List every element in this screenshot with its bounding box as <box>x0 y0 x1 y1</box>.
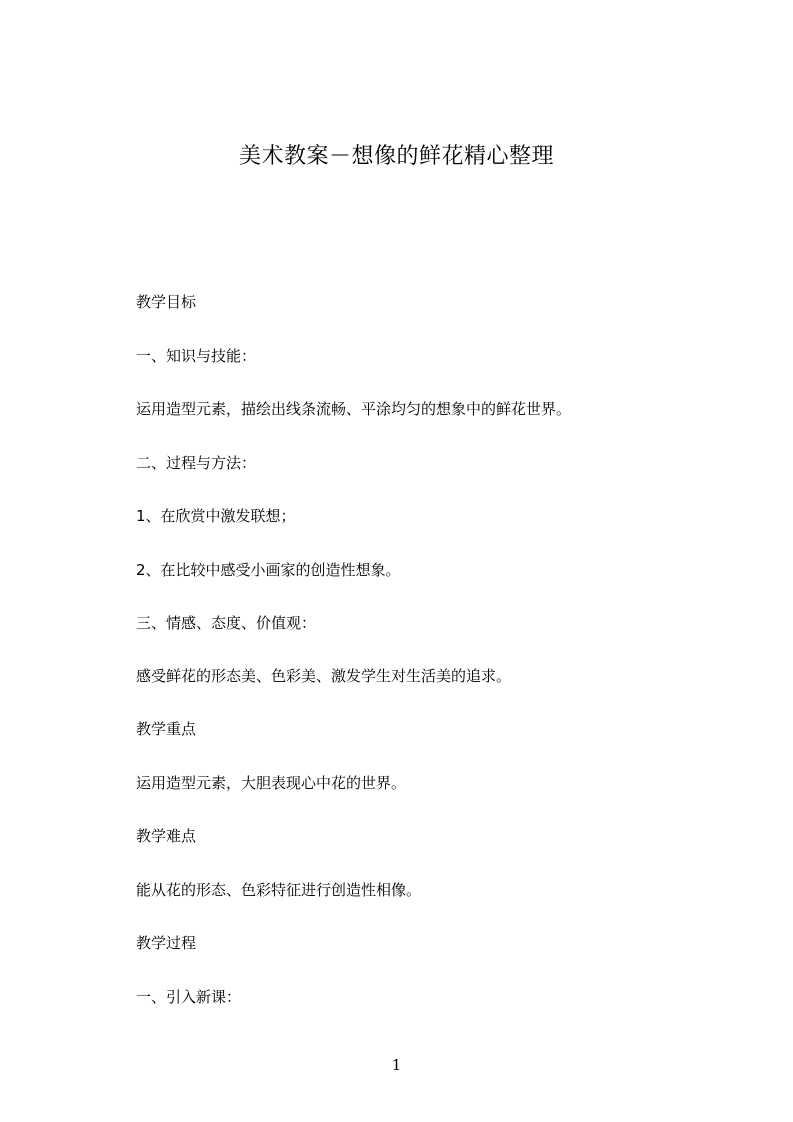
paragraph: 能从花的形态、色彩特征进行创造性相像。 <box>136 881 422 899</box>
paragraph: 运用造型元素，大胆表现心中花的世界。 <box>136 774 407 792</box>
list-item: 2、在比较中感受小画家的创造性想象。 <box>136 561 401 579</box>
section-heading-difficulties: 教学难点 <box>136 827 197 845</box>
subheading-process-method: 二、过程与方法： <box>136 454 257 472</box>
section-heading-key-points: 教学重点 <box>136 720 197 738</box>
paragraph: 感受鲜花的形态美、色彩美、激发学生对生活美的追求。 <box>136 667 512 685</box>
subheading-knowledge-skills: 一、知识与技能： <box>136 347 257 365</box>
document-title: 美术教案－想像的鲜花精心整理 <box>238 144 554 169</box>
paragraph: 运用造型元素，描绘出线条流畅、平涂均匀的想象中的鲜花世界。 <box>136 400 572 418</box>
subheading-introduction: 一、引入新课： <box>136 988 242 1006</box>
list-item: 1、在欣赏中激发联想； <box>136 507 296 525</box>
section-heading-process: 教学过程 <box>136 934 197 952</box>
section-heading-objectives: 教学目标 <box>136 293 197 311</box>
subheading-attitude-values: 三、情感、态度、价值观： <box>136 614 317 632</box>
page-number: 1 <box>391 1056 402 1074</box>
